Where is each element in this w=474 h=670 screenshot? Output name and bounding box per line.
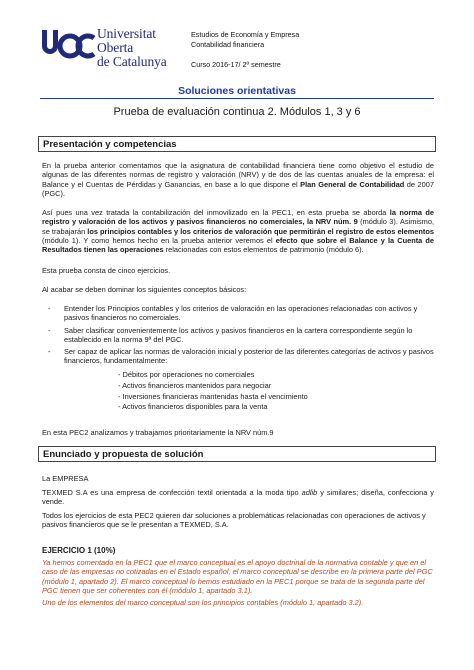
- university-name-line2: de Catalunya: [97, 54, 167, 69]
- p2-d: los principios contables y los criterios de valoración que permitirán el registro de estos elementos: [87, 226, 435, 236]
- sub-list-item: - Inversiones financieras mantenidas hasta el vencimiento: [118, 391, 308, 401]
- sub-list-item: - Activos financieros mantenidos para negociar: [118, 380, 272, 390]
- sub-list-item: - Débitos por operaciones no comerciales: [118, 370, 255, 379]
- exercise-1-title: EJERCICIO 1 (10%): [42, 546, 116, 555]
- university-name: [97, 27, 180, 69]
- concepts-intro: Al acabar se deben dominar los siguientes conceptos básicos:: [42, 285, 247, 294]
- p2-e: (módulo 1). Y como hemos hecho en la prueba anterior veremos el: [42, 235, 273, 245]
- uoc-mark: [40, 26, 96, 62]
- sub-list-item: - Activos financieros disponibles para la venta: [118, 402, 268, 412]
- p1-end: de 2007 (PGC).: [42, 179, 434, 198]
- page-title: Prueba de evaluación continua 2. Módulos 1, 3 y 6: [113, 106, 361, 118]
- texmed-b: y similares; diseña, confecciona y vende.: [42, 488, 435, 507]
- intro-paragraph: [42, 161, 434, 198]
- uoc-logo-icon: [40, 26, 180, 69]
- exercise-1-comment-2: Uno de los elementos del marco conceptual son los principios contables (módulo 1, apartado 3.2).: [42, 598, 364, 607]
- solutions-title: Soluciones orientativas: [178, 85, 296, 97]
- studies-label: Estudios de Economía y Empresa: [191, 30, 300, 39]
- exercise-count: Esta prueba consta de cinco ejercicios.: [42, 266, 171, 275]
- exercise-1-comment: Ya hemos comentado en la PEC1 que el marco conceptual es el apoyo doctrinal de la normativa contable y que en el caso de las empresas no cotizadas en el Estado español, el marco conceptual se describe en la primera parte del PGC (módulo 1, apartado 2). El marco conceptual lo hemos estudiado en la PEC1 porque se trata de la segunda parte del PGC tienen que ser coherentes con él (módulo 1, apartado 3.1).: [42, 558, 433, 595]
- title-divider: [40, 98, 434, 99]
- bullet-text: Ser capaz de aplicar las normas de valoración inicial y posterior de las diferentes categorías de activos y pasivos financieros, fundamentalmente:: [64, 347, 434, 366]
- texmed-paragraph: [42, 488, 434, 507]
- university-name-line1: Universitat Oberta: [97, 26, 156, 55]
- p2-a: Así pues una vez tratada la contabilización del inmovilizado en la PEC1, en esta prueba se aborda: [42, 208, 387, 217]
- p1-text: En la prueba anterior comentamos que la asignatura de contabilidad financiera tiene como objetivo el estudio de algunas de las diferentes normas de registro y valoración (NRV) y de dos de las cuentas anuales de la empresa: el Balance y el Cuentas de Pérdidas y Ganancias, en base a lo que dispone el: [42, 161, 434, 189]
- subject-label: Contabilidad financiera: [191, 40, 265, 50]
- list-item: - Saber clasificar convenientemente los activos y pasivos financieros en la cartera correspondiente según lo establecido en la norma 9ª del PGC.: [48, 325, 413, 344]
- pec2-paragraph: Todos los ejercicios de esta PEC2 quieren dar soluciones a problemáticas relacionadas con operaciones de activos y pasivos financieros que se le presentan a TEXMED, S.A.: [42, 511, 426, 530]
- section-heading-presentacion: Presentación y competencias: [38, 136, 436, 152]
- p2-b: la norma de registro y valoración de los activos y pasivos financieros no comerciales, la NRV núm. 9: [42, 208, 434, 227]
- texmed-a: TEXMED S.A es una empresa de confección textil orientada a la moda tipo: [42, 488, 299, 497]
- list-item: - Entender los Principios contables y los criterios de valoración en las operaciones relacionadas con activos y pasivos financieros no comerciales.: [48, 304, 418, 323]
- sub-list: [118, 370, 308, 413]
- section-heading-enunciado: Enunciado y propuesta de solución: [38, 446, 436, 462]
- empresa-label: La EMPRESA: [42, 474, 89, 483]
- bullet-text: Saber clasificar convenientemente los activos y pasivos financieros en la cartera correspondiente según lo establecido en la norma 9ª del PGC.: [64, 325, 413, 344]
- p1-bold: Plan General de Contabilidad: [300, 179, 405, 189]
- p2-f: efecto que sobre el Balance y la Cuenta de Resultados tienen las operaciones: [42, 235, 434, 255]
- header-info: [191, 30, 299, 71]
- nrv-focus: En esta PEC2 analizamos y trabajamos prioritariamente la NRV núm.9: [42, 428, 274, 437]
- course-label: Curso 2016-17/ 2º semestre: [191, 60, 281, 70]
- p2-g: relacionadas con estos elementos de patrimonio (módulo 6).: [165, 245, 364, 255]
- p2-c: (módulo 3). Asimismo, se trabajarán: [42, 217, 435, 236]
- objectives-paragraph: [42, 208, 434, 254]
- concepts-list: [42, 304, 434, 369]
- bullet-text: Entender los Principios contables y los criterios de valoración en las operaciones relacionadas con activos y pasivos financieros no comerciales.: [64, 304, 418, 323]
- list-item: - Ser capaz de aplicar las normas de valoración inicial y posterior de las diferentes categorías de activos y pasivos financieros, fundamentalmente:: [48, 347, 434, 366]
- texmed-italic: adlib: [301, 488, 318, 497]
